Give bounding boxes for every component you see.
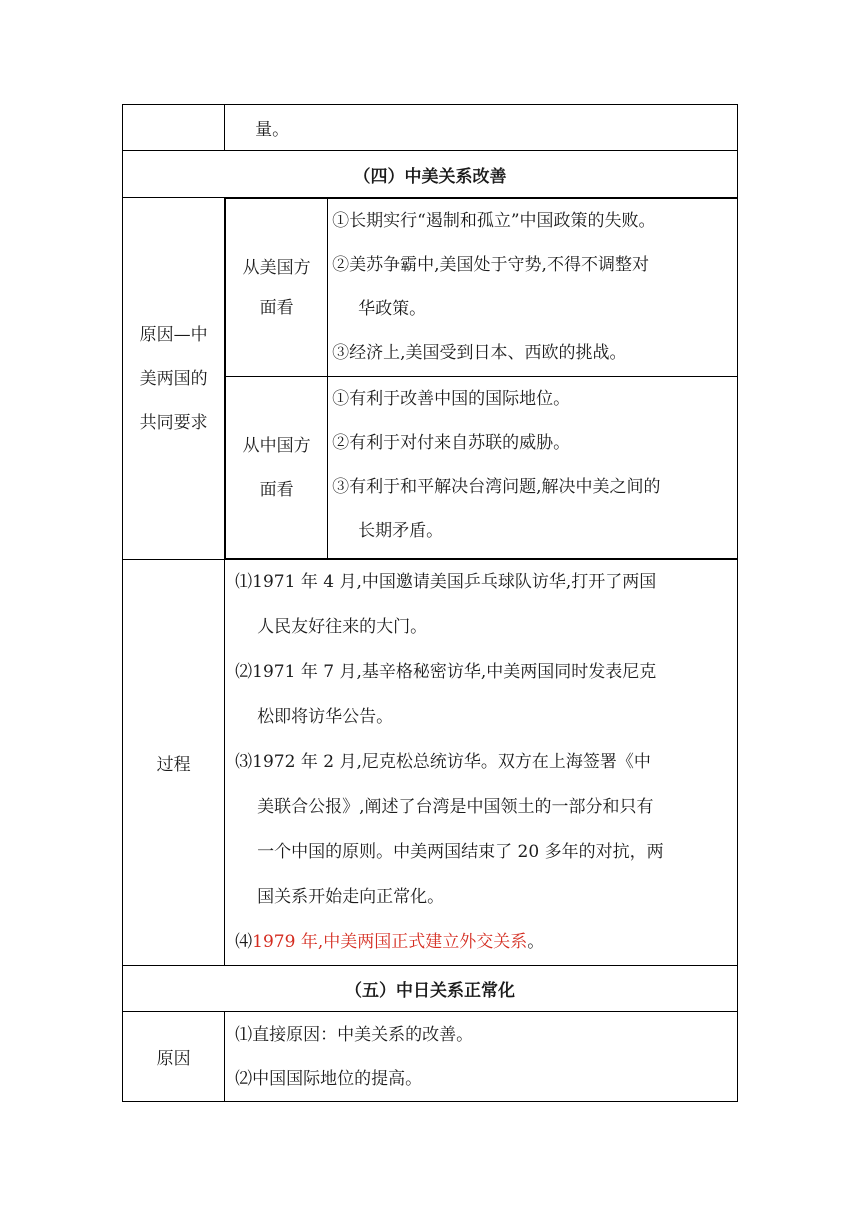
reason-subtable	[225, 198, 738, 559]
cn-perspective-label	[226, 377, 328, 559]
cn-reason-3: ③有利于和平解决台湾问题,解决中美之间的	[332, 477, 661, 497]
process-last-prefix: ⑷	[235, 932, 253, 952]
cn-reason-2: ②有利于对付来自苏联的威胁。	[332, 433, 571, 453]
section5-reasons	[225, 1012, 738, 1102]
us-label-line: 面看	[259, 297, 294, 318]
us-perspective-label	[226, 199, 328, 377]
us-reasons	[328, 199, 738, 377]
process-line: 松即将访华公告。	[257, 707, 394, 727]
empty-cell	[123, 105, 225, 151]
section5-reason-1: ⑴直接原因：中美关系的改善。	[235, 1024, 474, 1045]
section-title-5: （五）中日关系正常化	[123, 966, 738, 1012]
table-row	[123, 198, 738, 560]
process-line-last	[235, 920, 737, 965]
cn-label-line: 从中国方	[242, 435, 311, 456]
section5-reason-2: ⑵中国国际地位的提高。	[235, 1068, 423, 1089]
process-line: ⑶1972 年 2 月,尼克松总统访华。双方在上海签署《中	[235, 752, 651, 772]
table-row	[123, 560, 738, 966]
reason-label	[123, 198, 225, 560]
cn-label-line: 面看	[259, 479, 294, 500]
cn-reasons	[328, 377, 738, 559]
process-line: 美联合公报》,阐述了台湾是中国领土的一部分和只有	[257, 797, 654, 817]
us-reason-2: ②美苏争霸中,美国处于守势,不得不调整对	[332, 255, 649, 275]
process-line: ⑵1971 年 7 月,基辛格秘密访华,中美两国同时发表尼克	[235, 662, 657, 682]
process-last-suffix: 。	[527, 932, 545, 952]
process-line: ⑴1971 年 4 月,中国邀请美国乒乓球队访华,打开了两国	[235, 572, 657, 592]
cn-reason-1: ①有利于改善中国的国际地位。	[332, 389, 571, 409]
history-summary-table	[122, 104, 738, 1102]
process-line: 国关系开始走向正常化。	[257, 887, 445, 907]
table-row	[123, 105, 738, 151]
section-title-4: （四）中美关系改善	[123, 151, 738, 198]
reason-label-line: 共同要求	[139, 412, 208, 433]
reason-label-line: 美两国的	[139, 368, 208, 389]
continuation-text: 量。	[255, 120, 290, 140]
table-row	[123, 1012, 738, 1102]
us-reason-2-cont: 华政策。	[358, 299, 427, 319]
table-row	[123, 151, 738, 198]
diplomatic-relations-highlight: 1979 年,中美两国正式建立外交关系	[252, 932, 528, 952]
section5-reason-label: 原因	[123, 1012, 225, 1102]
process-line: 一个中国的原则。中美两国结束了 20 多年的对抗，两	[257, 842, 664, 862]
table-row	[226, 199, 738, 377]
us-reason-3: ③经济上,美国受到日本、西欧的挑战。	[332, 343, 627, 363]
process-label: 过程	[123, 560, 225, 966]
us-label-line: 从美国方	[242, 257, 311, 278]
process-content	[225, 560, 738, 966]
process-line: 人民友好往来的大门。	[257, 617, 428, 637]
table-row	[226, 377, 738, 559]
cn-reason-3-cont: 长期矛盾。	[358, 521, 444, 541]
us-reason-1: ①长期实行“遏制和孤立”中国政策的失败。	[332, 211, 656, 231]
reason-label-line: 原因—中	[139, 324, 208, 345]
table-row	[123, 966, 738, 1012]
